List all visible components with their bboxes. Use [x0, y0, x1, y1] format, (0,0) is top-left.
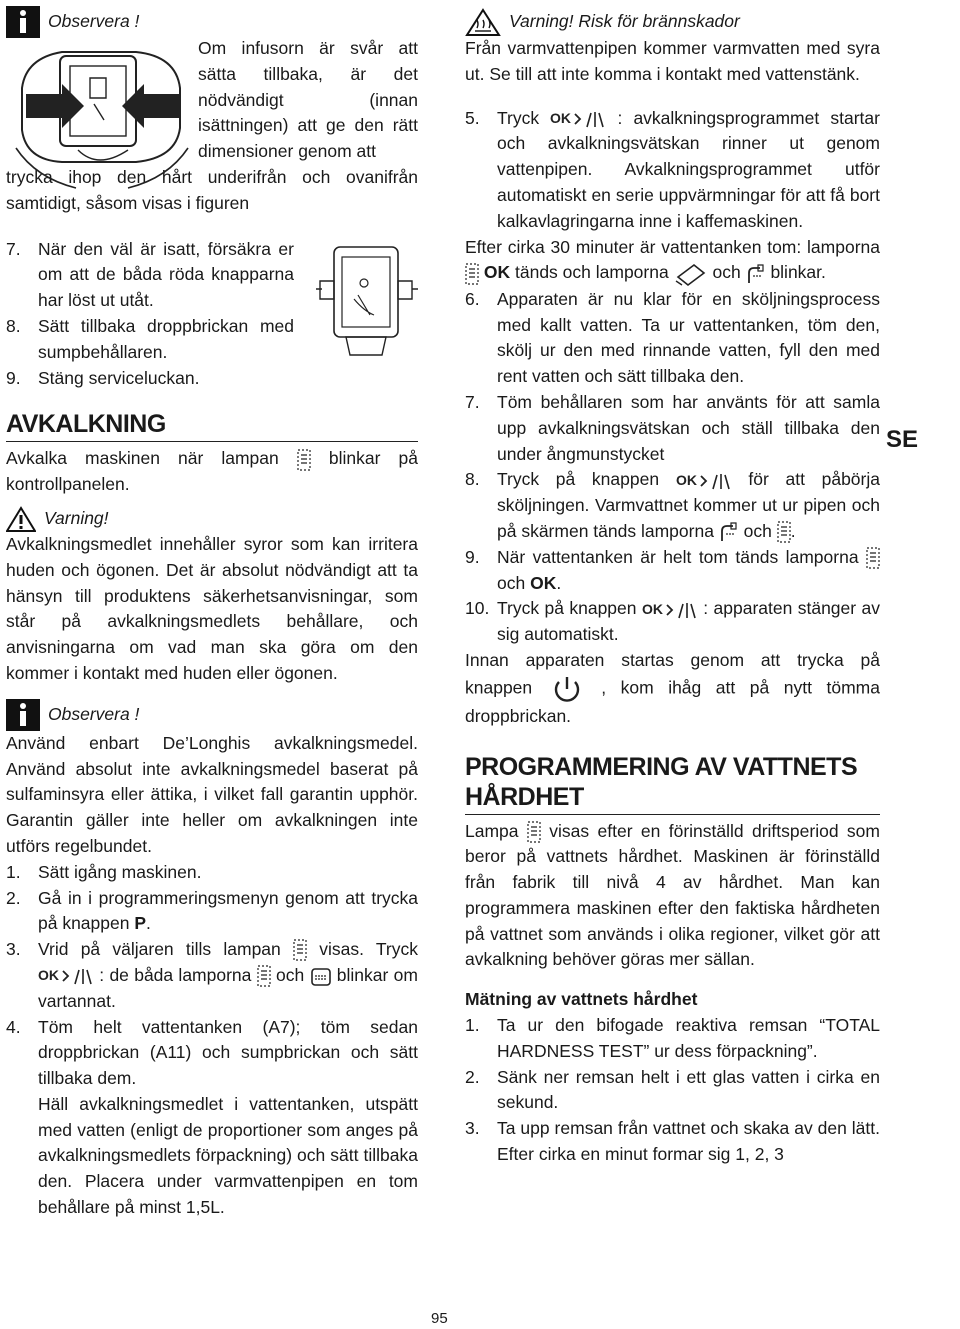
step-8-right: 8. Tryck på knappen för att påbörja sköljningen. Varmvattnet kommer ut ur pipen och på skärmen tänds lamporna och . [465, 467, 880, 544]
observe-note-1-text-b: trycka ihop den hårt underifrån och ovanifrån samtidigt, såsom visas i figuren [6, 166, 418, 213]
restart-note: Innan apparaten startas genom att trycka på knappen , kom ihåg att på nytt tömma droppbrickan. [465, 649, 880, 726]
descale-step-2: 2. Gå in i programmeringsmenyn genom att trycka på knappen P. [6, 887, 418, 934]
infuser-illustration [312, 237, 424, 367]
water-tank-icon [310, 965, 332, 987]
observe-note-1-title: Observera ! [48, 11, 140, 32]
steam-lamp-icon [746, 263, 766, 285]
step-5-continuation: Efter cirka 30 minuter är vattentanken tom: lamporna OK tänds och lamporna och blinkar. [465, 235, 880, 287]
warning-icon [6, 506, 36, 532]
step-8: 8. Sätt tillbaka droppbrickan med sumpbehållaren. [6, 315, 294, 362]
section-heading-descaling: AVKALKNING [6, 409, 418, 442]
measure-step-2: 2. Sänk ner remsan helt i ett glas vatten i cirka en sekund. [465, 1066, 880, 1113]
descale-step-1: 1. Sätt igång maskinen. [6, 861, 202, 882]
descale-step-4: 4. Töm helt vattentanken (A7); töm sedan droppbrickan (A11) och sumpbrickan och sätt tillbaka dem. Häll avkalkningsmedlet i vattentanken, utspätt med vatten (enligt de proportioner som anges på avkalkningsmedlets förpackning) och sätt tillbaka den. Placera under varmvattenpipen en tom behållare på minst 1,5L. [6, 1016, 418, 1218]
ok-button-icon [550, 109, 606, 129]
warning-title: Varning! [44, 508, 109, 529]
descale-lamp-icon [527, 821, 541, 843]
subheading-measurement: Mätning av vattnets hårdhet [465, 989, 698, 1010]
page-number: 95 [431, 1310, 448, 1327]
burn-warning [465, 8, 880, 88]
rinse-lamp-icon [674, 261, 708, 287]
observe-note-2 [6, 699, 418, 860]
descale-lamp-icon [257, 965, 271, 987]
step-6: 6. Apparaten är nu klar för en sköljningsprocess med kallt vatten. Ta ur vattentanken, töm den, skölj ur den med rinnande vatten, fyll den med rent vatten och sätt tillbaka den. [465, 288, 880, 387]
observe-note-1-text-a: Om infusorn är svår att sätta tillbaka, är det nödvändigt (innan isättningen) att ge den rätt dimensioner genom att [198, 38, 418, 162]
descale-lamp-icon [777, 521, 791, 543]
descale-lamp-icon [293, 939, 307, 961]
power-icon [547, 674, 587, 704]
right-column [465, 8, 880, 1168]
left-column [6, 6, 418, 1221]
info-icon-2 [6, 699, 40, 731]
hardness-text: Lampa visas efter en förinställd driftsperiod som beror på vattnets hårdhet. Maskinen är förinställd från fabrik till nivå 4 av hårdhet. Man kan programmera maskinen efter den faktiska hårdheten på vattnet som används i olika regioner, vilket gör att avkalkning behöver göras mer sällan. [465, 820, 880, 970]
ok-button-icon [38, 966, 94, 986]
burn-warning-title: Varning! Risk för brännskador [509, 11, 740, 32]
language-tab: SE [886, 426, 919, 453]
hot-surface-warning-icon [465, 8, 501, 36]
measure-step-3: 3. Ta upp remsan från vattnet och skaka av den lätt. Efter cirka en minut formar sig 1, 2, 3 [465, 1118, 880, 1165]
descale-lamp-icon [866, 547, 880, 569]
burn-warning-text: Från varmvattenpipen kommer varmvatten med syra ut. Se till att inte komma i kontakt med vattenstänk. [465, 38, 880, 84]
observe-note-2-title: Observera ! [48, 703, 140, 724]
infuser-hands-illustration [8, 38, 196, 210]
descale-intro: Avkalka maskinen när lampan blinkar på kontrollpanelen. [6, 448, 418, 495]
observe-note-2-text: Använd enbart De’Longhis avkalkningsmedel. Använd absolut inte avkalkningsmedel baserat på sulfaminsyra eller ättika, i vilket fall garantin upphör. Garantin gäller inte heller om avkalkningen inte utförs regelbundet. [6, 732, 418, 856]
observe-note-1 [6, 6, 418, 217]
descale-lamp-icon [465, 263, 479, 285]
measure-step-1: 1. Ta ur den bifogade reaktiva remsan “TOTAL HARDNESS TEST” ur dess förpackning”. [465, 1015, 880, 1061]
section-heading-water-hardness: PROGRAMMERING AV VATTNETS HÅRDHET [465, 752, 880, 815]
step-7: 7. När den väl är isatt, försäkra er om att de båda röda knapparna har löst ut utåt. [6, 238, 294, 311]
info-icon [6, 6, 40, 38]
warning-text: Avkalkningsmedlet innehåller syror som kan irritera huden och ögonen. Det är absolut nödvändigt att ta hänsyn till produktens säkerhetsanvisningar, som står på avkalkningsmedlets behållare, och anvisningarna om vad man ska göra om den kommer i kontakt med huden eller ögonen. [6, 533, 418, 683]
warning-note [6, 506, 418, 687]
ok-button-icon [676, 471, 732, 491]
step-9: 9. Stäng serviceluckan. [6, 367, 200, 388]
step-5: 5. Tryck : avkalkningsprogrammet startar och avkalkningsvätskan rinner ut genom vattenpipen. Avkalkningsprogrammet utför automatiskt en serie uppvärmningar för att få bort kalkavlagringarna inne i kaffemaskinen. [465, 107, 880, 231]
ok-button-icon [642, 600, 698, 620]
p-key-label: P [134, 913, 147, 934]
steam-lamp-icon [719, 521, 739, 543]
step-9-right: 9. När vattentanken är helt tom tänds lamporna och OK. [465, 545, 880, 597]
step-10-right: 10. Tryck på knappen : apparaten stänger av sig automatiskt. [465, 598, 880, 645]
step-7-right: 7. Töm behållaren som har använts för att samla upp avkalkningsvätskan och ställ tillbaka den under ångmunstycket [465, 391, 880, 464]
descale-step-3: 3. Vrid på väljaren tills lampan visas. Tryck : de båda lamporna och blinkar om vartannat. [6, 939, 419, 1011]
descale-lamp-icon [297, 449, 311, 471]
